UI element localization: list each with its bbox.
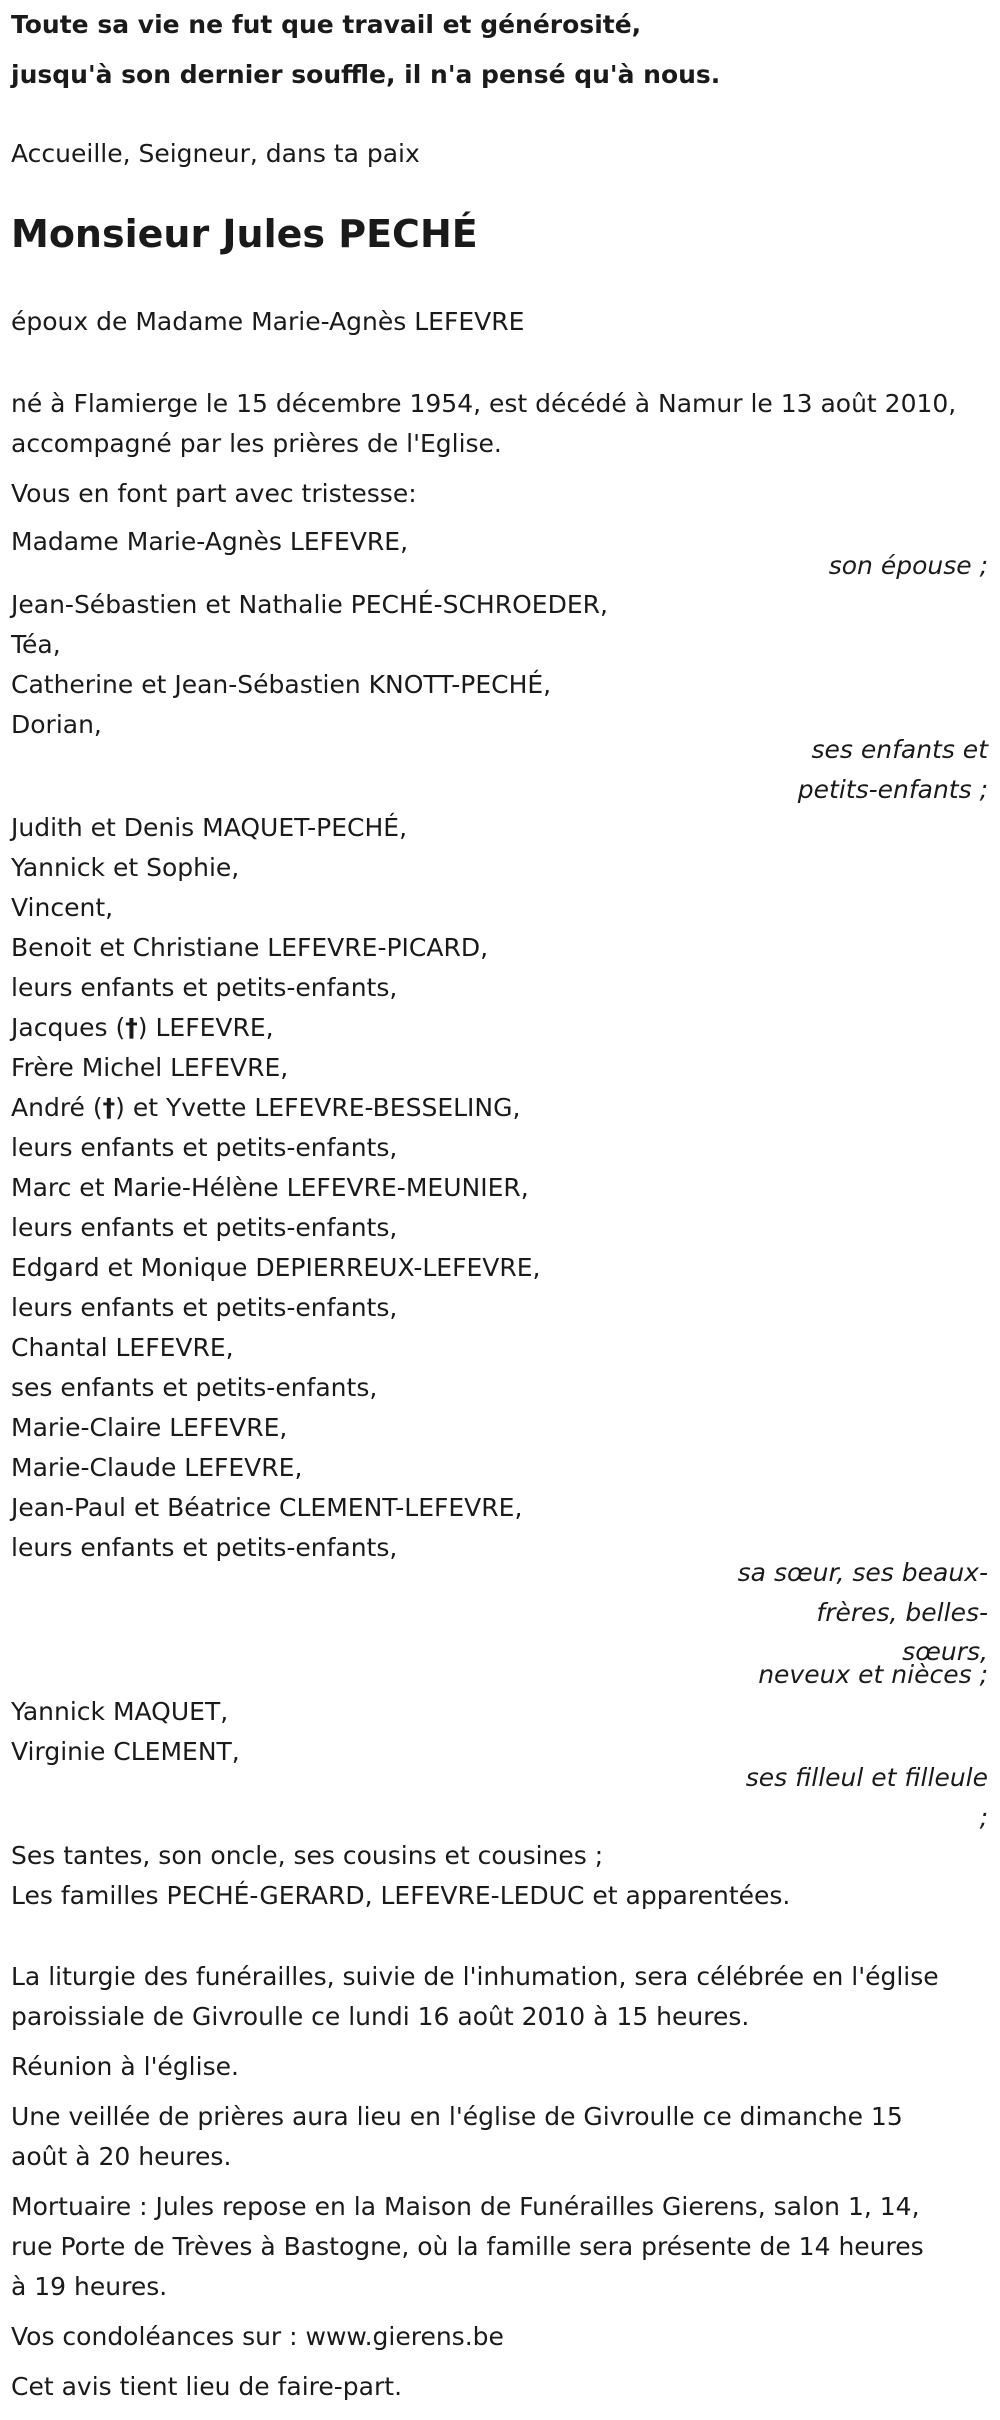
meeting-line: Réunion à l'église. xyxy=(11,2052,239,2081)
quote-line-1: Toute sa vie ne fut que travail et générosité, xyxy=(11,10,642,39)
family-member: Madame Marie-Agnès LEFEVRE, xyxy=(11,527,409,556)
dagger-icon: † xyxy=(125,1013,138,1042)
family-member: Yannick et Sophie, xyxy=(11,853,240,882)
role-label: ; xyxy=(979,1803,988,1832)
role-label: sœurs, xyxy=(902,1637,988,1666)
liturgy-line: La liturgie des funérailles, suivie de l'inhumation, sera célébrée en l'église xyxy=(11,1962,939,1991)
family-member: Catherine et Jean-Sébastien KNOTT-PECHÉ, xyxy=(11,670,552,699)
family-member: Marie-Claude LEFEVRE, xyxy=(11,1453,303,1482)
mortuary-line: rue Porte de Trèves à Bastogne, où la famille sera présente de 14 heures xyxy=(11,2232,924,2261)
family-member: Marie-Claire LEFEVRE, xyxy=(11,1413,288,1442)
family-member: Frère Michel LEFEVRE, xyxy=(11,1053,289,1082)
role-label: neveux et nièces ; xyxy=(758,1660,988,1689)
family-member: Vincent, xyxy=(11,893,114,922)
family-member: Judith et Denis MAQUET-PECHÉ, xyxy=(11,813,408,842)
role-label: petits-enfants ; xyxy=(797,775,988,804)
condolences-line: Vos condoléances sur : www.gierens.be xyxy=(11,2322,504,2351)
family-member: leurs enfants et petits-enfants, xyxy=(11,1293,398,1322)
dagger-icon: † xyxy=(102,1093,116,1122)
family-member: leurs enfants et petits-enfants, xyxy=(11,1133,398,1162)
prayer-line: Accueille, Seigneur, dans ta paix xyxy=(11,139,420,168)
mortuary-line: à 19 heures. xyxy=(11,2272,168,2301)
quote-line-2: jusqu'à son dernier souffle, il n'a pensé qu'à nous. xyxy=(11,60,721,89)
birth-death-line-1: né à Flamierge le 15 décembre 1954, est décédé à Namur le 13 août 2010, xyxy=(11,389,957,418)
family-member: ses enfants et petits-enfants, xyxy=(11,1373,378,1402)
notice-line: Cet avis tient lieu de faire-part. xyxy=(11,2372,403,2401)
extended-family-line: Les familles PECHÉ-GERARD, LEFEVRE-LEDUC et apparentées. xyxy=(11,1881,791,1910)
deceased-name: Monsieur Jules PECHÉ xyxy=(11,212,478,256)
family-member: Dorian, xyxy=(11,710,102,739)
family-member: Jean-Paul et Béatrice CLEMENT-LEFEVRE, xyxy=(11,1493,523,1522)
family-member: Jean-Sébastien et Nathalie PECHÉ-SCHROEDER, xyxy=(11,590,608,619)
vigil-line: août à 20 heures. xyxy=(11,2142,232,2171)
family-member: Marc et Marie-Hélène LEFEVRE-MEUNIER, xyxy=(11,1173,529,1202)
family-member: Virginie CLEMENT, xyxy=(11,1737,240,1766)
family-member: leurs enfants et petits-enfants, xyxy=(11,1213,398,1242)
birth-death-line-2: accompagné par les prières de l'Eglise. xyxy=(11,429,502,458)
announce-line: Vous en font part avec tristesse: xyxy=(11,479,417,508)
role-label: frères, belles- xyxy=(816,1598,988,1627)
family-member-andre: André (†) et Yvette LEFEVRE-BESSELING, xyxy=(11,1093,521,1122)
family-member: Yannick MAQUET, xyxy=(11,1697,229,1726)
family-member-jacques: Jacques (†) LEFEVRE, xyxy=(11,1013,274,1042)
family-member: Benoit et Christiane LEFEVRE-PICARD, xyxy=(11,933,489,962)
family-member: leurs enfants et petits-enfants, xyxy=(11,973,398,1002)
spouse-line: époux de Madame Marie-Agnès LEFEVRE xyxy=(11,307,525,336)
role-label: ses enfants et xyxy=(811,735,988,764)
liturgy-line: paroissiale de Givroulle ce lundi 16 août 2010 à 15 heures. xyxy=(11,2002,750,2031)
role-label: sa sœur, ses beaux- xyxy=(737,1558,988,1587)
family-member: Téa, xyxy=(11,630,61,659)
role-label: son épouse ; xyxy=(828,551,988,580)
family-member: Chantal LEFEVRE, xyxy=(11,1333,234,1362)
extended-family-line: Ses tantes, son oncle, ses cousins et cousines ; xyxy=(11,1841,604,1870)
family-member: Edgard et Monique DEPIERREUX-LEFEVRE, xyxy=(11,1253,541,1282)
role-label: ses filleul et filleule xyxy=(745,1763,988,1792)
vigil-line: Une veillée de prières aura lieu en l'église de Givroulle ce dimanche 15 xyxy=(11,2102,903,2131)
family-member: leurs enfants et petits-enfants, xyxy=(11,1533,398,1562)
mortuary-line: Mortuaire : Jules repose en la Maison de Funérailles Gierens, salon 1, 14, xyxy=(11,2192,920,2221)
